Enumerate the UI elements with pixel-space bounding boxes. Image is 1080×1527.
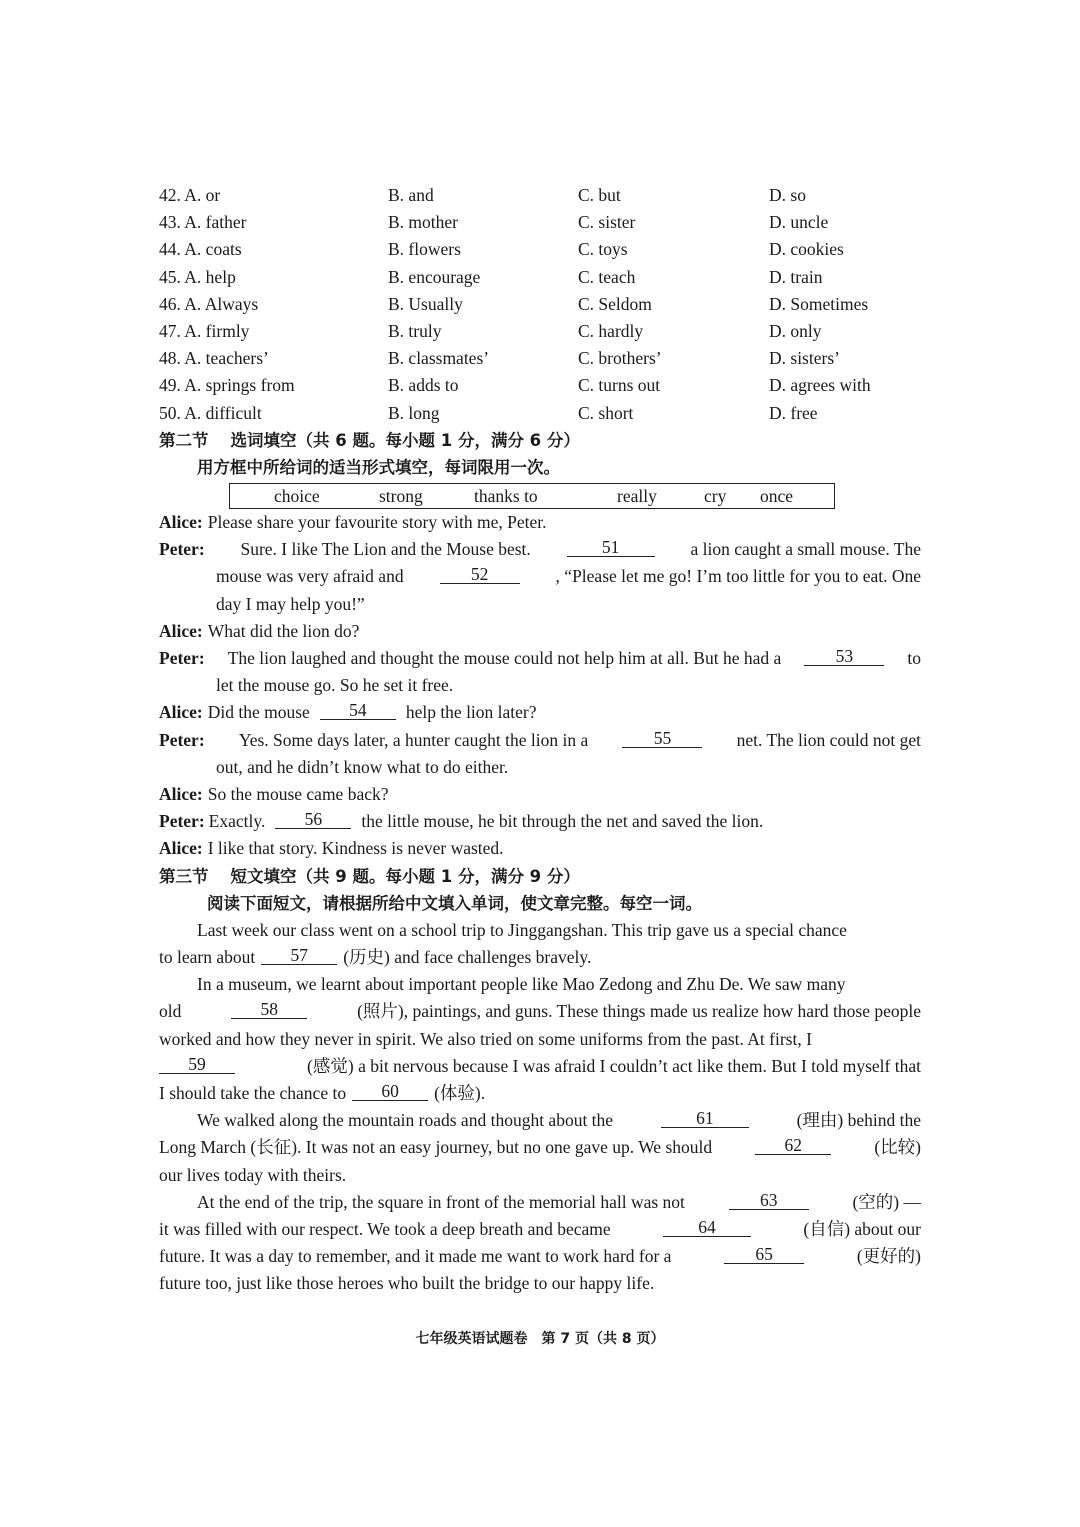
option-b: B. long xyxy=(388,402,440,423)
option-a-text: A. coats xyxy=(184,239,242,260)
passage-text: (比较) xyxy=(874,1137,921,1158)
section-number: 第三节 xyxy=(159,866,209,886)
option-d: D. agrees with xyxy=(769,375,871,396)
passage-text: our lives today with theirs. xyxy=(159,1164,347,1185)
option-b: B. mother xyxy=(388,212,458,233)
option-a-text: A. difficult xyxy=(184,402,262,423)
question-number: 42. xyxy=(159,185,181,205)
dialogue-text: What did the lion do? xyxy=(207,620,360,641)
option-a xyxy=(159,236,388,263)
passage-text: Last week our class went on a school trip to Jinggangshan. This trip gave us a special chance xyxy=(197,919,847,940)
passage-text: (空的) — xyxy=(852,1191,921,1212)
passage-text: In a museum, we learnt about important people like Mao Zedong and Zhu De. We saw many xyxy=(197,974,846,995)
option-row xyxy=(159,236,921,263)
option-a xyxy=(159,209,388,236)
dialogue-line xyxy=(159,645,921,672)
passage-text: (自信) about our xyxy=(803,1218,921,1239)
option-row xyxy=(159,400,921,427)
passage-text: it was filled with our respect. We took a deep breath and became xyxy=(159,1218,611,1239)
dialogue-text: day I may help you!” xyxy=(216,593,365,614)
option-row xyxy=(159,291,921,318)
option-a-text: A. or xyxy=(184,185,221,205)
blank-64: 64 xyxy=(663,1216,751,1237)
passage-line xyxy=(159,1134,921,1161)
option-row xyxy=(159,345,921,372)
question-number: 48. xyxy=(159,348,181,369)
blank-63: 63 xyxy=(729,1189,809,1210)
dialogue-text: the little mouse, he bit through the net and saved the lion. xyxy=(361,811,764,832)
passage-text: to learn about xyxy=(159,947,256,968)
option-row xyxy=(159,264,921,291)
dialogue-text: a lion caught a small mouse. The xyxy=(690,539,921,560)
dialogue-text: mouse was very afraid and xyxy=(216,566,404,587)
dialogue-text: net. The lion could not get xyxy=(736,729,921,750)
option-c: C. teach xyxy=(578,266,636,287)
dialogue-line xyxy=(159,536,921,563)
dialogue-text: So the mouse came back? xyxy=(207,783,389,804)
option-row xyxy=(159,209,921,236)
option-c: C. short xyxy=(578,402,634,423)
blank-57: 57 xyxy=(261,944,337,965)
passage-line xyxy=(159,1216,921,1243)
passage-text: (更好的) xyxy=(856,1246,921,1267)
option-a xyxy=(159,400,388,427)
passage-line xyxy=(159,1080,921,1107)
dialogue-line xyxy=(159,618,921,645)
dialogue-text: Please share your favourite story with me, Peter. xyxy=(207,512,547,533)
passage-line xyxy=(159,1053,921,1080)
page-label-suffix: 页（共 8 页） xyxy=(575,1331,665,1347)
passage-line xyxy=(159,1162,921,1189)
page-footer xyxy=(0,1328,1080,1348)
dialogue-text: let the mouse go. So he set it free. xyxy=(216,675,454,696)
option-d: D. uncle xyxy=(769,212,829,233)
speaker-alice: Alice: xyxy=(159,512,203,533)
passage-text: future too, just like those heroes who built the bridge to our happy life. xyxy=(159,1273,655,1294)
question-number: 43. xyxy=(159,212,181,233)
section-heading xyxy=(159,863,921,890)
passage-text: worked and how they never in spirit. We also tried on some uniforms from the past. At first, I xyxy=(159,1028,812,1049)
passage-line xyxy=(159,1026,921,1053)
option-d: D. only xyxy=(769,320,822,341)
option-c: C. turns out xyxy=(578,375,661,396)
question-number: 45. xyxy=(159,266,181,287)
section-heading xyxy=(159,427,921,454)
word-thanks-to: thanks to xyxy=(474,486,538,507)
option-b: B. Usually xyxy=(388,293,463,314)
word-once: once xyxy=(760,486,794,507)
question-number: 47. xyxy=(159,320,181,341)
dialogue-line xyxy=(159,563,921,590)
dialogue-line xyxy=(159,509,921,536)
dialogue xyxy=(159,509,921,862)
dialogue-text: help the lion later? xyxy=(405,702,537,723)
passage-line xyxy=(159,1189,921,1216)
option-b: B. and xyxy=(388,185,434,205)
passage-line xyxy=(159,971,921,998)
paper-title: 七年级英语试题卷 xyxy=(415,1331,528,1347)
passage-text: old xyxy=(159,1001,182,1022)
speaker-peter: Peter: xyxy=(159,648,205,668)
option-d: D. cookies xyxy=(769,239,844,260)
section-description: 短文填空（共 9 题。每小题 1 分，满分 9 分） xyxy=(230,866,580,886)
speaker-alice: Alice: xyxy=(159,702,203,723)
option-d: D. train xyxy=(769,266,823,287)
speaker-peter: Peter: xyxy=(159,811,205,832)
dialogue-text: Exactly. xyxy=(208,811,266,832)
dialogue-line xyxy=(159,672,921,699)
dialogue-line xyxy=(159,835,921,862)
question-number: 50. xyxy=(159,402,181,423)
blank-56: 56 xyxy=(275,808,351,829)
option-a xyxy=(159,372,388,399)
dialogue-line xyxy=(159,591,921,618)
option-d: D. Sometimes xyxy=(769,293,869,314)
passage xyxy=(159,917,921,1298)
passage-line xyxy=(159,1243,921,1270)
dialogue-line xyxy=(159,754,921,781)
dialogue-text: I like that story. Kindness is never wasted. xyxy=(207,838,504,859)
section-description: 选词填空（共 6 题。每小题 1 分，满分 6 分） xyxy=(230,430,580,450)
option-c: C. but xyxy=(578,185,621,205)
passage-text: (理由) behind the xyxy=(796,1110,921,1131)
speaker-alice: Alice: xyxy=(159,783,203,804)
section-instruction: 阅读下面短文，请根据所给中文填入单词，使文章完整。每空一词。 xyxy=(207,893,702,913)
blank-51: 51 xyxy=(567,536,655,557)
option-b: B. classmates’ xyxy=(388,348,490,369)
blank-59: 59 xyxy=(159,1053,235,1074)
option-a-text: A. teachers’ xyxy=(184,348,269,369)
blank-54: 54 xyxy=(320,699,396,720)
section-instruction: 用方框中所给词的适当形式填空，每词限用一次。 xyxy=(197,457,560,477)
options-list xyxy=(159,182,921,427)
page-number: 7 xyxy=(560,1331,571,1347)
option-b: B. flowers xyxy=(388,239,461,260)
speaker-peter: Peter: xyxy=(159,729,205,750)
passage-line xyxy=(159,1107,921,1134)
word-cry: cry xyxy=(704,486,727,507)
word-choice: choice xyxy=(274,486,320,507)
option-row xyxy=(159,318,921,345)
dialogue-line xyxy=(159,727,921,754)
dialogue-text: out, and he didn’t know what to do either. xyxy=(216,756,509,777)
blank-52: 52 xyxy=(440,563,520,584)
page-label-prefix: 第 xyxy=(541,1331,556,1347)
option-b: B. adds to xyxy=(388,375,459,396)
blank-65: 65 xyxy=(724,1243,804,1264)
option-a-text: A. springs from xyxy=(184,375,295,396)
passage-text: (照片), paintings, and guns. These things made us realize how hard those people xyxy=(357,1001,921,1022)
speaker-peter: Peter: xyxy=(159,539,205,560)
passage-text: (感觉) a bit nervous because I was afraid I couldn’t act like them. But I told myself that xyxy=(307,1055,921,1076)
question-number: 46. xyxy=(159,293,181,314)
option-d: D. sisters’ xyxy=(769,348,840,369)
passage-text: (历史) and face challenges bravely. xyxy=(343,947,592,968)
passage-text: future. It was a day to remember, and it made me want to work hard for a xyxy=(159,1246,672,1267)
option-b: B. truly xyxy=(388,320,442,341)
option-c: C. toys xyxy=(578,239,628,260)
passage-line xyxy=(159,944,921,971)
dialogue-text: The lion laughed and thought the mouse could not help him at all. But he had a xyxy=(227,648,782,668)
option-a-text: A. help xyxy=(184,266,236,287)
passage-text: I should take the chance to xyxy=(159,1083,347,1103)
dialogue-text: to xyxy=(907,648,921,668)
option-a xyxy=(159,318,388,345)
option-c: C. Seldom xyxy=(578,293,652,314)
dialogue-text: Sure. I like The Lion and the Mouse best. xyxy=(240,539,531,560)
option-row xyxy=(159,182,921,209)
dialogue-line xyxy=(159,781,921,808)
blank-61: 61 xyxy=(661,1107,749,1128)
speaker-alice: Alice: xyxy=(159,838,203,859)
option-a xyxy=(159,182,388,209)
blank-58: 58 xyxy=(231,998,307,1019)
blank-62: 62 xyxy=(755,1134,831,1155)
page-content xyxy=(159,182,921,1298)
option-a-text: A. Always xyxy=(184,293,259,314)
passage-line xyxy=(159,917,921,944)
option-row xyxy=(159,372,921,399)
passage-line xyxy=(159,1270,921,1297)
dialogue-text: Yes. Some days later, a hunter caught the lion in a xyxy=(238,729,589,750)
option-c: C. sister xyxy=(578,212,636,233)
question-number: 44. xyxy=(159,239,181,260)
section-number: 第二节 xyxy=(159,430,209,450)
dialogue-line xyxy=(159,699,921,726)
option-a xyxy=(159,291,388,318)
passage-text: We walked along the mountain roads and thought about the xyxy=(197,1110,614,1131)
word-strong: strong xyxy=(379,486,423,507)
option-a xyxy=(159,264,388,291)
dialogue-text: Did the mouse xyxy=(207,702,310,723)
question-number: 49. xyxy=(159,375,181,396)
passage-line xyxy=(159,998,921,1025)
passage-text: At the end of the trip, the square in front of the memorial hall was not xyxy=(197,1191,685,1212)
blank-60: 60 xyxy=(352,1080,428,1101)
option-c: C. hardly xyxy=(578,320,644,341)
word-really: really xyxy=(617,486,657,507)
option-d: D. free xyxy=(769,402,818,423)
dialogue-text: , “Please let me go! I’m too little for you to eat. One xyxy=(555,566,921,587)
option-a-text: A. firmly xyxy=(184,320,250,341)
word-box xyxy=(229,483,835,509)
blank-53: 53 xyxy=(804,645,884,666)
option-b: B. encourage xyxy=(388,266,481,287)
blank-55: 55 xyxy=(622,727,702,748)
passage-text: (体验). xyxy=(434,1083,486,1103)
option-c: C. brothers’ xyxy=(578,348,662,369)
dialogue-line xyxy=(159,808,921,835)
option-a xyxy=(159,345,388,372)
passage-text: Long March (长征). It was not an easy journey, but no one gave up. We should xyxy=(159,1137,713,1158)
speaker-alice: Alice: xyxy=(159,620,203,641)
option-d: D. so xyxy=(769,185,806,205)
option-a-text: A. father xyxy=(184,212,247,233)
